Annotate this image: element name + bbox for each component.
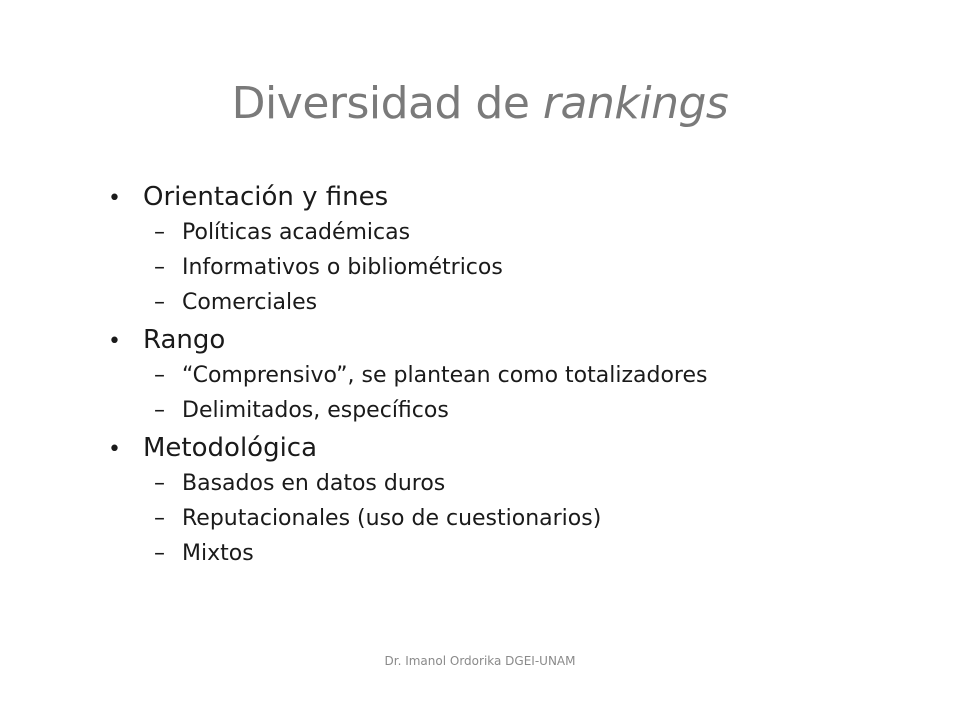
dash-icon: – <box>154 541 165 566</box>
title-italic: rankings <box>542 78 729 129</box>
dash-icon: – <box>154 471 165 496</box>
sub-item-text: Informativos o bibliométricos <box>182 255 503 280</box>
bullet-item <box>108 325 908 363</box>
sub-item <box>108 363 908 398</box>
sub-item <box>108 255 908 290</box>
sub-item-text: “Comprensivo”, se plantean como totalizadores <box>182 363 708 388</box>
sub-item <box>108 398 908 433</box>
sub-item <box>108 506 908 541</box>
dash-icon: – <box>154 220 165 245</box>
dash-icon: – <box>154 255 165 280</box>
sub-item-text: Comerciales <box>182 290 318 315</box>
slide-body <box>108 182 908 576</box>
bullet-heading: Rango <box>143 325 226 355</box>
bullet-icon: • <box>108 329 121 354</box>
sub-item-text: Delimitados, específicos <box>182 398 449 423</box>
bullet-icon: • <box>108 437 121 462</box>
dash-icon: – <box>154 398 165 423</box>
title-plain: Diversidad de <box>231 78 543 129</box>
sub-item <box>108 220 908 255</box>
sub-item-text: Basados en datos duros <box>182 471 446 496</box>
bullet-heading: Orientación y fines <box>143 182 389 212</box>
bullet-item <box>108 182 908 220</box>
bullet-icon: • <box>108 186 121 211</box>
bullet-item <box>108 433 908 471</box>
sub-item-text: Reputacionales (uso de cuestionarios) <box>182 506 602 531</box>
section-metodologica <box>108 433 908 576</box>
bullet-heading: Metodológica <box>143 433 318 463</box>
slide-title <box>0 78 960 129</box>
sub-item-text: Políticas académicas <box>182 220 411 245</box>
slide-footer: Dr. Imanol Ordorika DGEI-UNAM <box>384 654 576 668</box>
dash-icon: – <box>154 290 165 315</box>
section-orientacion <box>108 182 908 325</box>
dash-icon: – <box>154 363 165 388</box>
sub-item <box>108 471 908 506</box>
section-rango <box>108 325 908 433</box>
dash-icon: – <box>154 506 165 531</box>
sub-item <box>108 290 908 325</box>
sub-item <box>108 541 908 576</box>
sub-item-text: Mixtos <box>182 541 254 566</box>
